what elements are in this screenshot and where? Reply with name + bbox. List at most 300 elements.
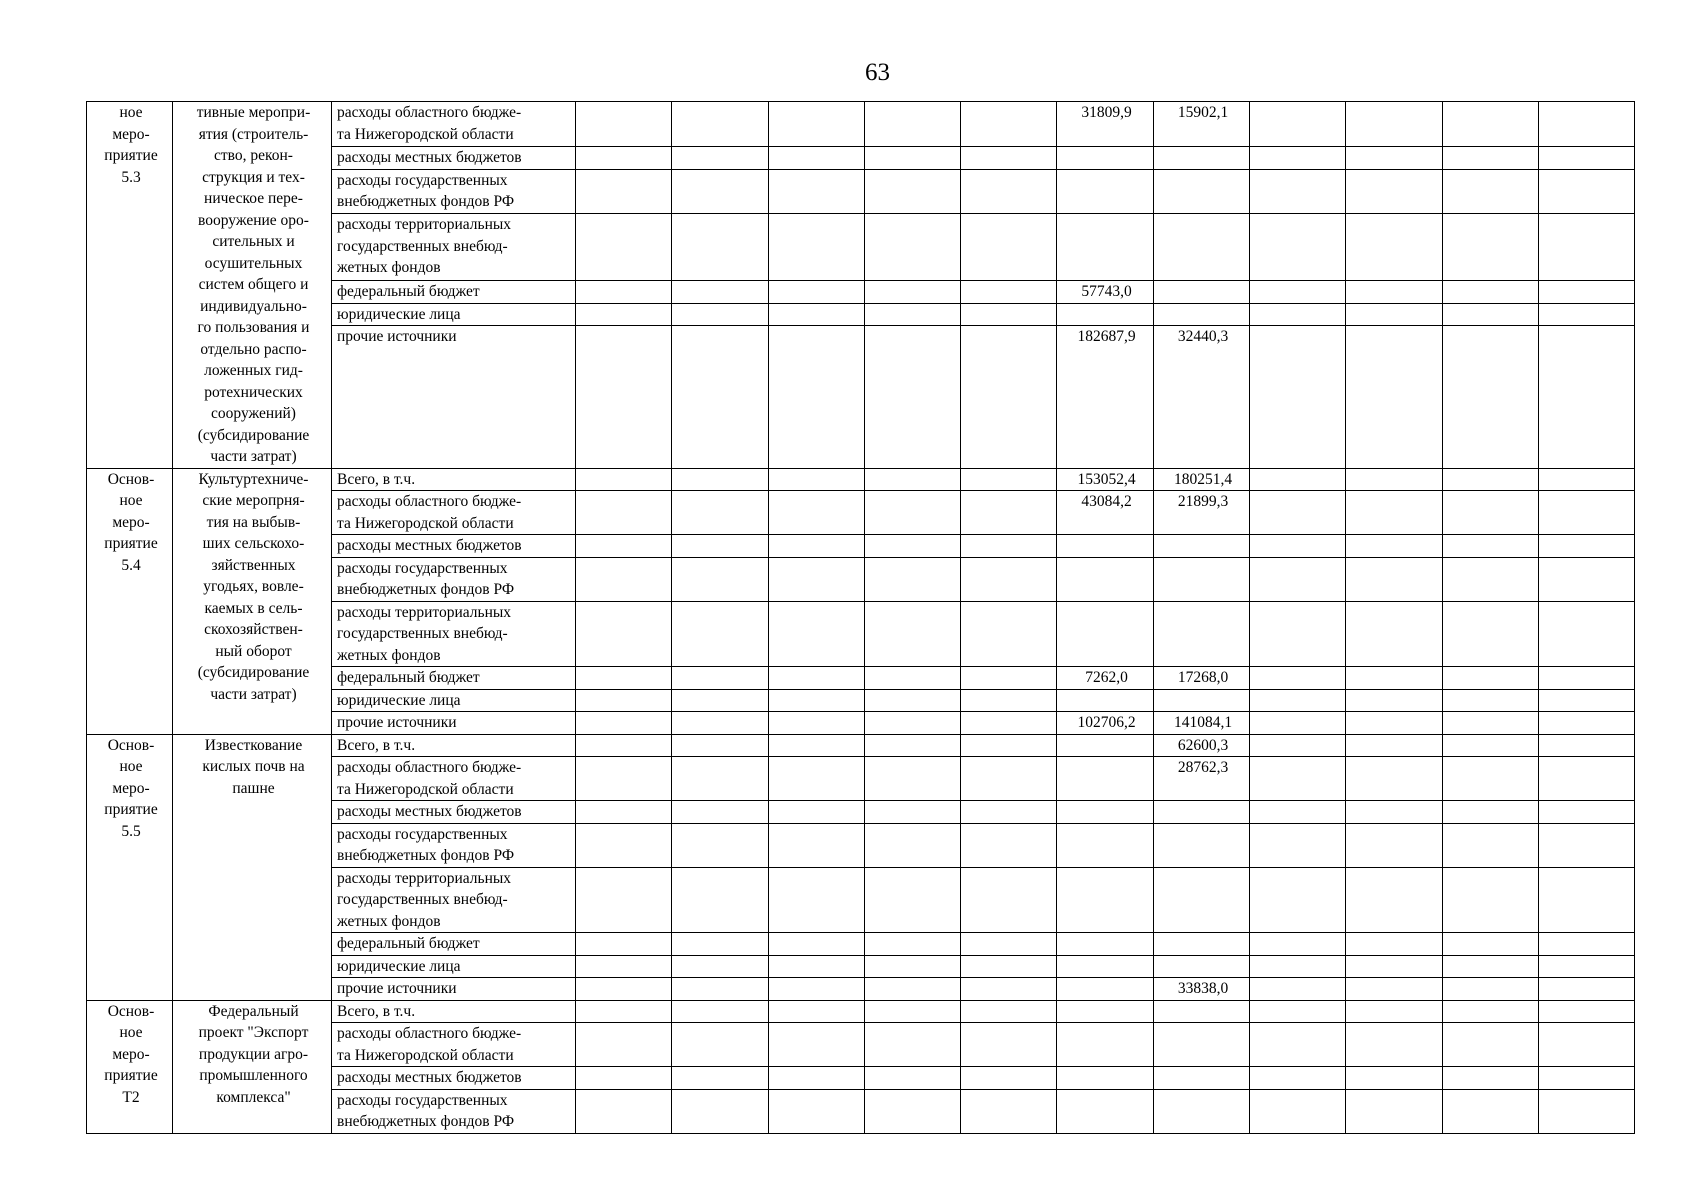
value-cell (961, 1023, 1057, 1067)
value-cell (961, 801, 1057, 824)
value-cell (576, 491, 672, 535)
value-cell (865, 955, 961, 978)
value-cell (576, 867, 672, 933)
value-cell (1154, 280, 1250, 303)
value-cell (576, 601, 672, 667)
value-cell (769, 102, 865, 147)
value-cell (961, 1089, 1057, 1133)
value-cell (1057, 146, 1154, 169)
value-cell (672, 280, 769, 303)
value-cell (672, 491, 769, 535)
value-cell (865, 214, 961, 281)
value-cell (576, 102, 672, 147)
value-cell (1539, 1089, 1635, 1133)
value-cell (1154, 823, 1250, 867)
value-cell (1539, 280, 1635, 303)
value-cell (769, 601, 865, 667)
value-cell (961, 978, 1057, 1001)
value-cell (1250, 978, 1346, 1001)
value-cell (1154, 146, 1250, 169)
value-cell: 153052,4 (1057, 468, 1154, 491)
value-cell (576, 468, 672, 491)
value-cell (1250, 326, 1346, 468)
value-cell (1250, 801, 1346, 824)
funding-source-label: расходы территориальных государственных внебюд- жетных фондов (332, 867, 576, 933)
value-cell (961, 280, 1057, 303)
value-cell (1346, 867, 1443, 933)
table-row (87, 468, 1635, 491)
value-cell (769, 978, 865, 1001)
value-cell (865, 491, 961, 535)
value-cell (1154, 557, 1250, 601)
value-cell (1443, 468, 1539, 491)
value-cell (672, 1000, 769, 1023)
value-cell (961, 535, 1057, 558)
value-cell: 182687,9 (1057, 326, 1154, 468)
value-cell (1539, 303, 1635, 326)
value-cell (1250, 468, 1346, 491)
value-cell (576, 734, 672, 757)
value-cell (961, 326, 1057, 468)
value-cell (1443, 535, 1539, 558)
value-cell (1346, 712, 1443, 735)
value-cell (961, 601, 1057, 667)
value-cell (865, 712, 961, 735)
value-cell (865, 102, 961, 147)
value-cell (1443, 933, 1539, 956)
value-cell (1346, 303, 1443, 326)
funding-source-label: расходы областного бюдже- та Нижегородской области (332, 102, 576, 147)
value-cell (865, 468, 961, 491)
value-cell (1443, 734, 1539, 757)
value-cell (1250, 535, 1346, 558)
value-cell (961, 146, 1057, 169)
value-cell (1250, 169, 1346, 214)
value-cell (769, 1023, 865, 1067)
value-cell (865, 146, 961, 169)
value-cell (672, 214, 769, 281)
funding-source-label: Всего, в т.ч. (332, 1000, 576, 1023)
value-cell (1154, 689, 1250, 712)
funding-table (86, 101, 1635, 1134)
value-cell (961, 667, 1057, 690)
value-cell (1057, 535, 1154, 558)
value-cell (576, 667, 672, 690)
value-cell (672, 689, 769, 712)
value-cell (1250, 102, 1346, 147)
value-cell (865, 601, 961, 667)
value-cell (576, 689, 672, 712)
value-cell (1443, 303, 1539, 326)
value-cell (769, 823, 865, 867)
value-cell (672, 667, 769, 690)
value-cell (576, 933, 672, 956)
value-cell: 7262,0 (1057, 667, 1154, 690)
value-cell (961, 1067, 1057, 1090)
value-cell (769, 955, 865, 978)
value-cell (769, 933, 865, 956)
value-cell (1154, 933, 1250, 956)
value-cell (1443, 667, 1539, 690)
value-cell (1250, 823, 1346, 867)
value-cell (1057, 955, 1154, 978)
value-cell (1346, 491, 1443, 535)
value-cell (961, 303, 1057, 326)
value-cell (576, 557, 672, 601)
funding-source-label: расходы государственных внебюджетных фондов РФ (332, 169, 576, 214)
value-cell (1154, 801, 1250, 824)
value-cell (1346, 955, 1443, 978)
value-cell (865, 734, 961, 757)
value-cell (1539, 214, 1635, 281)
funding-source-label: расходы государственных внебюджетных фондов РФ (332, 823, 576, 867)
value-cell (961, 1000, 1057, 1023)
value-cell (961, 933, 1057, 956)
value-cell (769, 557, 865, 601)
value-cell (1057, 1067, 1154, 1090)
value-cell (1443, 978, 1539, 1001)
value-cell (576, 757, 672, 801)
value-cell (865, 1000, 961, 1023)
value-cell (672, 102, 769, 147)
value-cell (769, 734, 865, 757)
value-cell (1250, 146, 1346, 169)
value-cell (1539, 801, 1635, 824)
value-cell (1250, 214, 1346, 281)
value-cell (1539, 146, 1635, 169)
funding-source-label: расходы государственных внебюджетных фондов РФ (332, 557, 576, 601)
value-cell (1346, 978, 1443, 1001)
value-cell (672, 1023, 769, 1067)
value-cell (769, 535, 865, 558)
value-cell (865, 978, 961, 1001)
funding-source-label: расходы государственных внебюджетных фондов РФ (332, 1089, 576, 1133)
value-cell (1539, 169, 1635, 214)
table-row (87, 734, 1635, 757)
value-cell (1443, 1089, 1539, 1133)
value-cell (1443, 146, 1539, 169)
value-cell (1346, 280, 1443, 303)
value-cell (672, 734, 769, 757)
value-cell (865, 280, 961, 303)
value-cell (672, 978, 769, 1001)
funding-source-label: юридические лица (332, 955, 576, 978)
value-cell: 141084,1 (1154, 712, 1250, 735)
value-cell (1539, 468, 1635, 491)
value-cell (1250, 303, 1346, 326)
value-cell (576, 1023, 672, 1067)
value-cell (1154, 1067, 1250, 1090)
value-cell (1057, 557, 1154, 601)
value-cell (769, 689, 865, 712)
value-cell (769, 146, 865, 169)
value-cell (865, 801, 961, 824)
page-number: 63 (865, 59, 890, 86)
activity-code: Основ- ное меро- приятие 5.5 (87, 734, 173, 1000)
value-cell (1443, 712, 1539, 735)
value-cell (865, 557, 961, 601)
funding-source-label: Всего, в т.ч. (332, 468, 576, 491)
value-cell (769, 326, 865, 468)
value-cell (1250, 712, 1346, 735)
value-cell (1057, 867, 1154, 933)
value-cell (672, 933, 769, 956)
value-cell (1346, 102, 1443, 147)
value-cell (1057, 823, 1154, 867)
value-cell (576, 169, 672, 214)
value-cell (1346, 1067, 1443, 1090)
value-cell (769, 867, 865, 933)
value-cell (865, 303, 961, 326)
value-cell (865, 169, 961, 214)
value-cell (961, 468, 1057, 491)
value-cell (1539, 667, 1635, 690)
value-cell (1346, 468, 1443, 491)
value-cell (672, 303, 769, 326)
value-cell (576, 326, 672, 468)
value-cell: 28762,3 (1154, 757, 1250, 801)
value-cell (769, 712, 865, 735)
activity-title: Федеральный проект "Экспорт продукции агро- промышленного комплекса" (173, 1000, 332, 1133)
value-cell (1443, 1067, 1539, 1090)
value-cell (672, 801, 769, 824)
funding-source-label: федеральный бюджет (332, 933, 576, 956)
value-cell (769, 1089, 865, 1133)
value-cell: 31809,9 (1057, 102, 1154, 147)
value-cell (769, 667, 865, 690)
value-cell (672, 867, 769, 933)
value-cell (1539, 955, 1635, 978)
value-cell (576, 1089, 672, 1133)
value-cell: 32440,3 (1154, 326, 1250, 468)
value-cell (865, 689, 961, 712)
table-row (87, 1000, 1635, 1023)
value-cell (1443, 867, 1539, 933)
value-cell (1057, 1089, 1154, 1133)
value-cell (1057, 1023, 1154, 1067)
value-cell (1154, 955, 1250, 978)
value-cell (1443, 823, 1539, 867)
value-cell (1443, 557, 1539, 601)
value-cell (1539, 933, 1635, 956)
value-cell (576, 280, 672, 303)
activity-title: Известкование кислых почв на пашне (173, 734, 332, 1000)
value-cell (1250, 1067, 1346, 1090)
value-cell (1346, 146, 1443, 169)
value-cell (1250, 1000, 1346, 1023)
value-cell (1346, 601, 1443, 667)
activity-code: Основ- ное меро- приятие Т2 (87, 1000, 173, 1133)
value-cell (961, 955, 1057, 978)
value-cell (672, 712, 769, 735)
value-cell (961, 557, 1057, 601)
funding-source-label: расходы местных бюджетов (332, 1067, 576, 1090)
value-cell (1346, 734, 1443, 757)
value-cell (576, 823, 672, 867)
value-cell (1250, 280, 1346, 303)
value-cell (1346, 823, 1443, 867)
value-cell (1346, 1000, 1443, 1023)
value-cell (576, 214, 672, 281)
value-cell (961, 823, 1057, 867)
value-cell (1539, 823, 1635, 867)
value-cell (1539, 867, 1635, 933)
value-cell (769, 303, 865, 326)
value-cell (865, 535, 961, 558)
value-cell (576, 955, 672, 978)
value-cell: 62600,3 (1154, 734, 1250, 757)
value-cell (672, 146, 769, 169)
value-cell (769, 214, 865, 281)
activity-title: Культуртехниче- ские меропрня- тия на выбыв- ших сельскохо- зяйственных угодьях, вовле- каемых в сель- скохозяйствен- ный оборот (субсидирование части затрат) (173, 468, 332, 734)
value-cell (672, 169, 769, 214)
value-cell (769, 1067, 865, 1090)
value-cell (576, 535, 672, 558)
value-cell (576, 146, 672, 169)
value-cell (672, 823, 769, 867)
value-cell (1539, 1067, 1635, 1090)
value-cell (961, 491, 1057, 535)
funding-source-label: расходы территориальных государственных внебюд- жетных фондов (332, 214, 576, 281)
value-cell (672, 757, 769, 801)
value-cell (1539, 734, 1635, 757)
value-cell (1539, 1000, 1635, 1023)
value-cell (1057, 214, 1154, 281)
funding-source-label: расходы областного бюдже- та Нижегородской области (332, 1023, 576, 1067)
value-cell (1154, 535, 1250, 558)
value-cell (1443, 491, 1539, 535)
value-cell (1539, 712, 1635, 735)
value-cell (769, 169, 865, 214)
value-cell (1250, 667, 1346, 690)
value-cell (1443, 689, 1539, 712)
value-cell (1154, 1089, 1250, 1133)
value-cell (1346, 169, 1443, 214)
value-cell (1346, 557, 1443, 601)
value-cell (769, 757, 865, 801)
value-cell (1443, 169, 1539, 214)
funding-source-label: Всего, в т.ч. (332, 734, 576, 757)
value-cell (1154, 601, 1250, 667)
funding-source-label: юридические лица (332, 689, 576, 712)
value-cell (1443, 102, 1539, 147)
value-cell (672, 557, 769, 601)
funding-source-label: прочие источники (332, 326, 576, 468)
value-cell (1346, 535, 1443, 558)
funding-source-label: прочие источники (332, 712, 576, 735)
value-cell (1443, 601, 1539, 667)
value-cell (1443, 1023, 1539, 1067)
value-cell (1057, 601, 1154, 667)
value-cell (672, 468, 769, 491)
value-cell (1250, 1023, 1346, 1067)
value-cell (1346, 1023, 1443, 1067)
value-cell (769, 468, 865, 491)
value-cell (1057, 689, 1154, 712)
value-cell (961, 757, 1057, 801)
value-cell (769, 1000, 865, 1023)
value-cell (1346, 757, 1443, 801)
value-cell (1346, 801, 1443, 824)
value-cell (576, 801, 672, 824)
value-cell (1057, 757, 1154, 801)
value-cell (1443, 801, 1539, 824)
value-cell (865, 933, 961, 956)
value-cell (1346, 933, 1443, 956)
funding-source-label: расходы областного бюдже- та Нижегородской области (332, 757, 576, 801)
value-cell (1154, 1000, 1250, 1023)
value-cell (961, 214, 1057, 281)
value-cell (1154, 214, 1250, 281)
table-row (87, 102, 1635, 147)
value-cell (1346, 1089, 1443, 1133)
value-cell (865, 867, 961, 933)
value-cell (576, 978, 672, 1001)
funding-source-label: расходы местных бюджетов (332, 146, 576, 169)
value-cell (961, 867, 1057, 933)
value-cell (961, 712, 1057, 735)
value-cell: 21899,3 (1154, 491, 1250, 535)
value-cell (865, 1023, 961, 1067)
value-cell (1539, 557, 1635, 601)
funding-source-label: юридические лица (332, 303, 576, 326)
value-cell (1539, 326, 1635, 468)
value-cell (769, 801, 865, 824)
value-cell (1539, 1023, 1635, 1067)
value-cell (865, 1089, 961, 1133)
value-cell (961, 689, 1057, 712)
value-cell (1250, 601, 1346, 667)
value-cell (1539, 102, 1635, 147)
activity-title: тивные меропри- ятия (строитель- ство, рекон- струкция и тех- ническое пере- вооружение оро- сительных и осушительных систем общего и индивидуально- го пользования и отдельно распо- ложенных гид- ротехнических сооружений) (субсидирование части затрат) (173, 102, 332, 469)
value-cell (1443, 326, 1539, 468)
value-cell (1057, 1000, 1154, 1023)
value-cell (961, 102, 1057, 147)
value-cell (1346, 214, 1443, 281)
funding-source-label: расходы территориальных государственных внебюд- жетных фондов (332, 601, 576, 667)
value-cell (1154, 1023, 1250, 1067)
value-cell (1057, 303, 1154, 326)
funding-source-label: прочие источники (332, 978, 576, 1001)
value-cell (1539, 491, 1635, 535)
value-cell (672, 326, 769, 468)
value-cell (1154, 867, 1250, 933)
value-cell (865, 823, 961, 867)
value-cell: 57743,0 (1057, 280, 1154, 303)
value-cell (769, 491, 865, 535)
funding-source-label: федеральный бюджет (332, 667, 576, 690)
value-cell (1057, 734, 1154, 757)
value-cell (576, 1000, 672, 1023)
value-cell (1539, 978, 1635, 1001)
value-cell (865, 326, 961, 468)
value-cell (1250, 689, 1346, 712)
value-cell (1057, 801, 1154, 824)
value-cell (1443, 1000, 1539, 1023)
value-cell: 102706,2 (1057, 712, 1154, 735)
value-cell (865, 1067, 961, 1090)
value-cell: 33838,0 (1154, 978, 1250, 1001)
value-cell: 43084,2 (1057, 491, 1154, 535)
value-cell (1154, 303, 1250, 326)
value-cell (1443, 214, 1539, 281)
value-cell (672, 601, 769, 667)
funding-source-label: расходы местных бюджетов (332, 801, 576, 824)
value-cell (1539, 601, 1635, 667)
value-cell (576, 1067, 672, 1090)
value-cell (1443, 955, 1539, 978)
value-cell (1250, 867, 1346, 933)
